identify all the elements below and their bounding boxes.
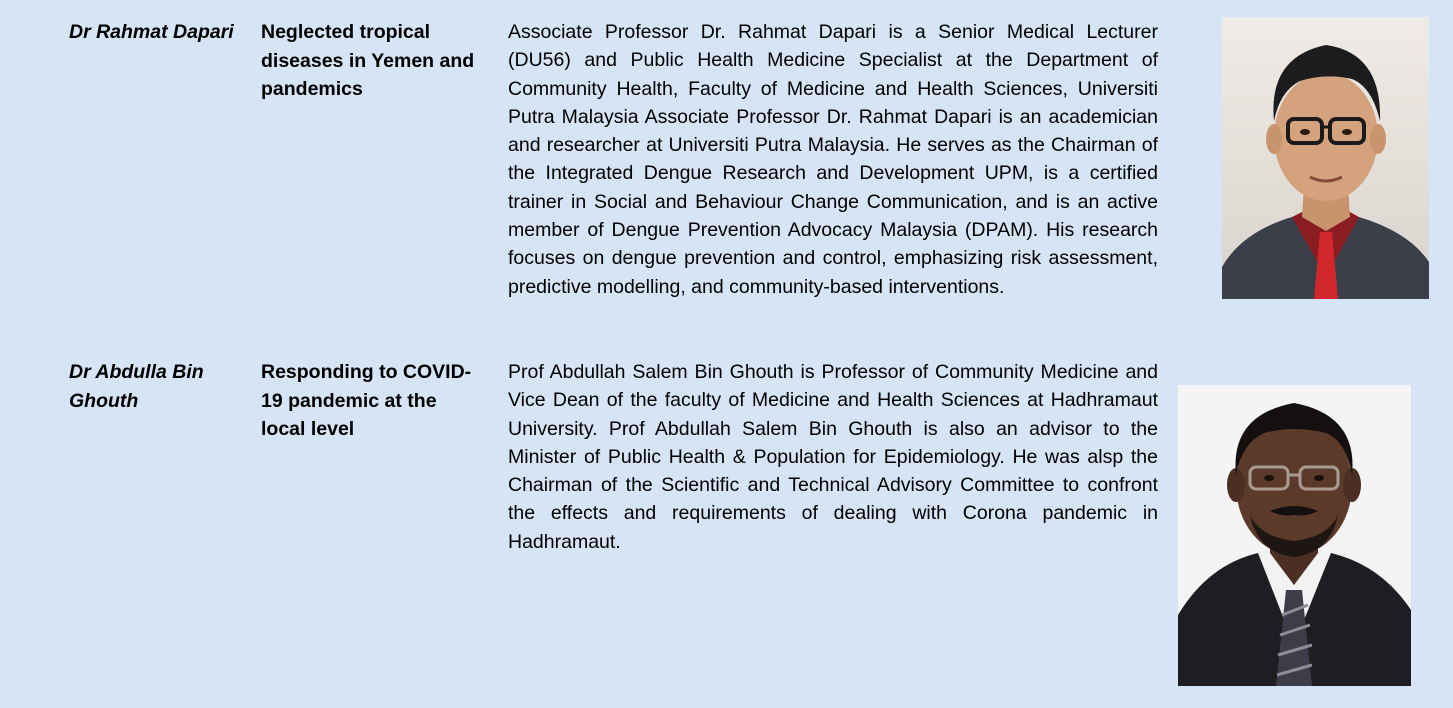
speaker-bio: Associate Professor Dr. Rahmat Dapari is a Senior Medical Lecturer (DU56) and Public Health Medicine Specialist at the Department of Community Health, Faculty of Medicine and Health Sciences, Universiti Putra Malaysia Associate Professor Dr. Rahmat Dapari is an academician and researcher at Universiti Putra Malaysia. He serves as the Chairman of the Integrated Dengue Research and Development UPM, is a certified trainer in Social and Behaviour Change Communication, and is an active member of Dengue Prevention Advocacy Malaysia (DPAM). His research focuses on dengue prevention and control, emphasizing risk assessment, predictive modelling, and community-based interventions. — [508, 21, 1158, 298]
speaker-photo — [1222, 17, 1429, 299]
portrait-photo-icon — [1178, 385, 1411, 686]
speaker-row — [0, 18, 1453, 338]
speaker-name: Dr Abdulla Bin Ghouth — [69, 361, 204, 412]
talk-topic: Neglected tropical diseases in Yemen and pandemics — [261, 21, 475, 100]
speaker-name: Dr Rahmat Dapari — [69, 21, 234, 43]
speaker-row — [0, 358, 1453, 698]
talk-topic: Responding to COVID-19 pandemic at the local level — [261, 361, 472, 440]
portrait-photo-icon — [1222, 17, 1429, 299]
speaker-bio: Prof Abdullah Salem Bin Ghouth is Professor of Community Medicine and Vice Dean of the faculty of Medicine and Health Sciences at Hadhramaut University. Prof Abdullah Salem Bin Ghouth is also an advisor to the Minister of Public Health & Population for Epidemiology. He was alsp the Chairman of the Scientific and Technical Advisory Committee to confront the effects and requirements of dealing with Corona pandemic in Hadhramaut. — [508, 361, 1158, 553]
speaker-photo — [1178, 385, 1411, 686]
